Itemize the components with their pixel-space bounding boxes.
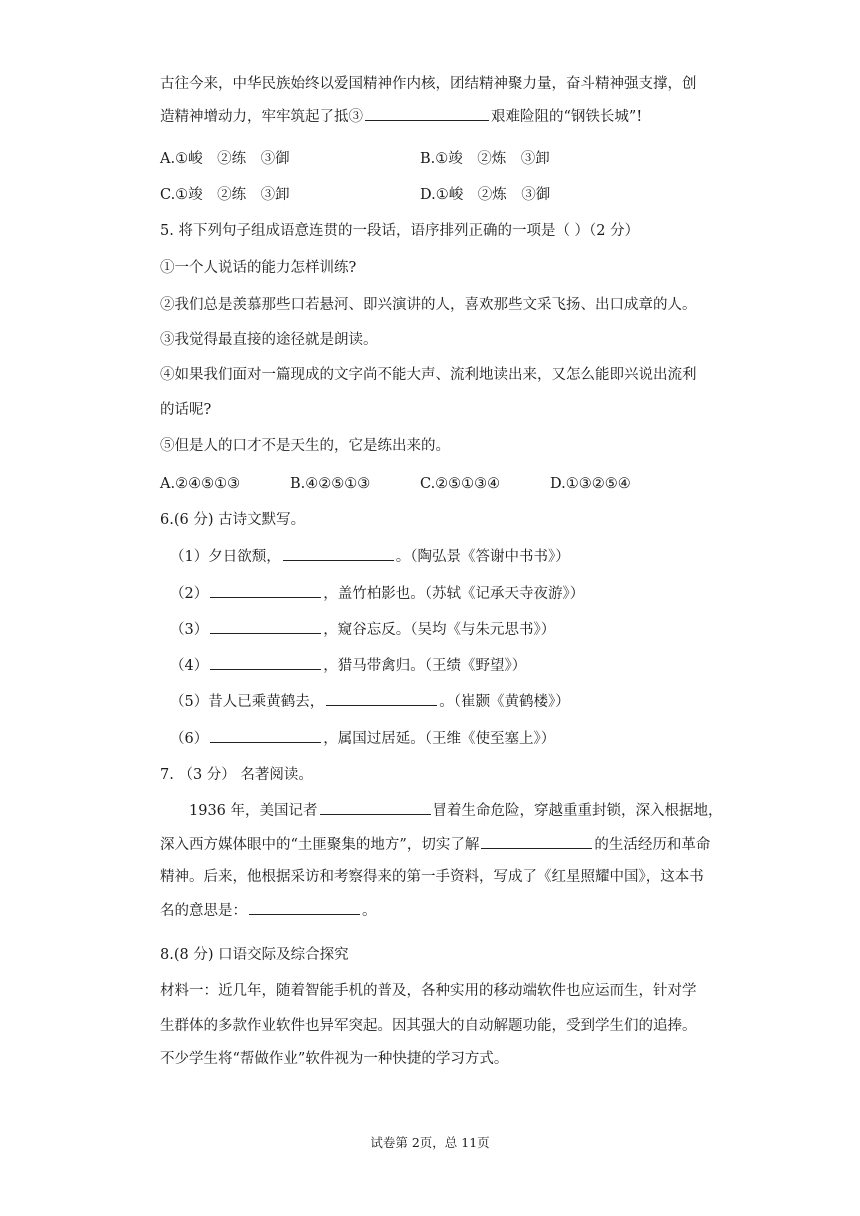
q8-stem: 8.(8 分) 口语交际及综合探究 (160, 947, 349, 963)
q5-option-a: A.②④⑤①③ (160, 476, 241, 492)
q7-para-line-4 (160, 900, 377, 921)
q6-item-3-pre: （3） (170, 622, 209, 638)
q7-para-line-1 (189, 800, 723, 821)
q5-sentence-4b: 的话呢? (160, 402, 212, 418)
q7-para-line-2 (160, 834, 710, 855)
q6-item-3 (170, 619, 555, 640)
q6-item-5 (170, 691, 570, 712)
q5-option-b: B.④②⑤①③ (290, 476, 371, 492)
passage-line-2-post: 艰难险阻的“钢铁长城”! (491, 109, 643, 125)
q6-item-4 (170, 655, 526, 676)
q6-item-4-post: ，猎马带禽归。（王绩《野望》） (323, 658, 527, 674)
q5-sentence-4a: ④如果我们面对一篇现成的文字尚不能大声、流利地读出来，又怎么能即兴说出流利 (160, 367, 697, 383)
q7-p4-pre: 名的意思是： (160, 903, 247, 919)
q6-item-2-post: ，盖竹柏影也。（苏轼《记承天寺夜游》） (323, 586, 585, 602)
answer-blank (481, 834, 592, 849)
answer-blank (210, 728, 321, 743)
q6-item-5-post: 。（崔颢《黄鹤楼》） (439, 694, 570, 710)
answer-blank (365, 106, 489, 121)
q8-material-line-2: 生群体的多款作业软件也异军突起。因其强大的自动解题功能，受到学生们的追捧。 (160, 1018, 697, 1034)
q8-material-line-3: 不少学生将“帮做作业”软件视为一种快捷的学习方式。 (160, 1051, 509, 1067)
q7-p4-post: 。 (362, 903, 377, 919)
page-footer: 试卷第 2页，总 11页 (370, 1135, 490, 1150)
q7-p2-post: 的生活经历和革命 (594, 837, 711, 853)
q4-option-b: B.①竣 ②炼 ③卸 (420, 151, 550, 167)
q7-p1-post: 冒着生命危险，穿越重重封锁，深入根据地， (432, 803, 723, 819)
q6-item-1-post: 。（陶弘景《答谢中书书》） (395, 549, 570, 565)
q6-item-5-pre: （5）昔人已乘黄鹤去， (170, 694, 325, 710)
answer-blank (320, 800, 431, 815)
q7-p2-pre: 深入西方媒体眼中的“土匪聚集的地方”，切实了解 (160, 837, 480, 853)
q6-item-1-pre: （1）夕日欲颓， (170, 549, 281, 565)
answer-blank (210, 655, 321, 670)
q5-option-c: C.②⑤①③④ (420, 476, 501, 492)
answer-blank (283, 546, 394, 561)
q6-item-4-pre: （4） (170, 658, 209, 674)
q6-item-2-pre: （2） (170, 586, 209, 602)
q5-sentence-5: ⑤但是人的口才不是天生的，它是练出来的。 (160, 438, 450, 454)
answer-blank (210, 619, 321, 634)
q7-stem: 7. （3 分） 名著阅读。 (160, 767, 313, 783)
q4-option-a: A.①峻 ②练 ③御 (160, 151, 290, 167)
q5-sentence-3: ③我觉得最直接的途径就是朗读。 (160, 332, 378, 348)
q6-item-6-post: ，属国过居延。（王维《使至塞上》） (323, 731, 556, 747)
passage-line-1: 古往今来，中华民族始终以爱国精神作内核，团结精神聚力量，奋斗精神强支撑，创 (160, 76, 697, 92)
q5-sentence-2: ②我们总是羡慕那些口若悬河、即兴演讲的人，喜欢那些文采飞扬、出口成章的人。 (160, 297, 697, 313)
q5-sentence-1: ①一个人说话的能力怎样训练? (160, 260, 357, 276)
q7-p1-pre: 1936 年，美国记者 (189, 803, 318, 819)
q6-item-2 (170, 583, 584, 604)
q4-option-d: D.①峻 ②炼 ③御 (420, 187, 551, 203)
q5-option-d: D.①③②⑤④ (550, 476, 631, 492)
answer-blank (210, 583, 321, 598)
q7-para-line-3: 精神。后来，他根据采访和考察得来的第一手资料，写成了《红星照耀中国》，这本书 (160, 869, 704, 885)
passage-line-2-pre: 造精神增动力，牢牢筑起了抵③ (160, 109, 363, 125)
q6-item-3-post: ，窥谷忘反。（吴均《与朱元思书》） (323, 622, 556, 638)
q8-material-line-1: 材料一：近几年，随着智能手机的普及，各种实用的移动端软件也应运而生，针对学 (160, 983, 697, 999)
answer-blank (249, 900, 360, 915)
q6-item-6-pre: （6） (170, 731, 209, 747)
passage-line-2 (160, 106, 642, 127)
q4-option-c: C.①竣 ②练 ③卸 (160, 187, 290, 203)
q6-item-6 (170, 728, 555, 749)
q6-stem: 6.(6 分) 古诗文默写。 (160, 512, 306, 528)
answer-blank (326, 691, 437, 706)
q6-item-1 (170, 546, 570, 567)
q5-stem: 5. 将下列句子组成语意连贯的一段话，语序排列正确的一项是（ ）（2 分） (160, 223, 640, 239)
